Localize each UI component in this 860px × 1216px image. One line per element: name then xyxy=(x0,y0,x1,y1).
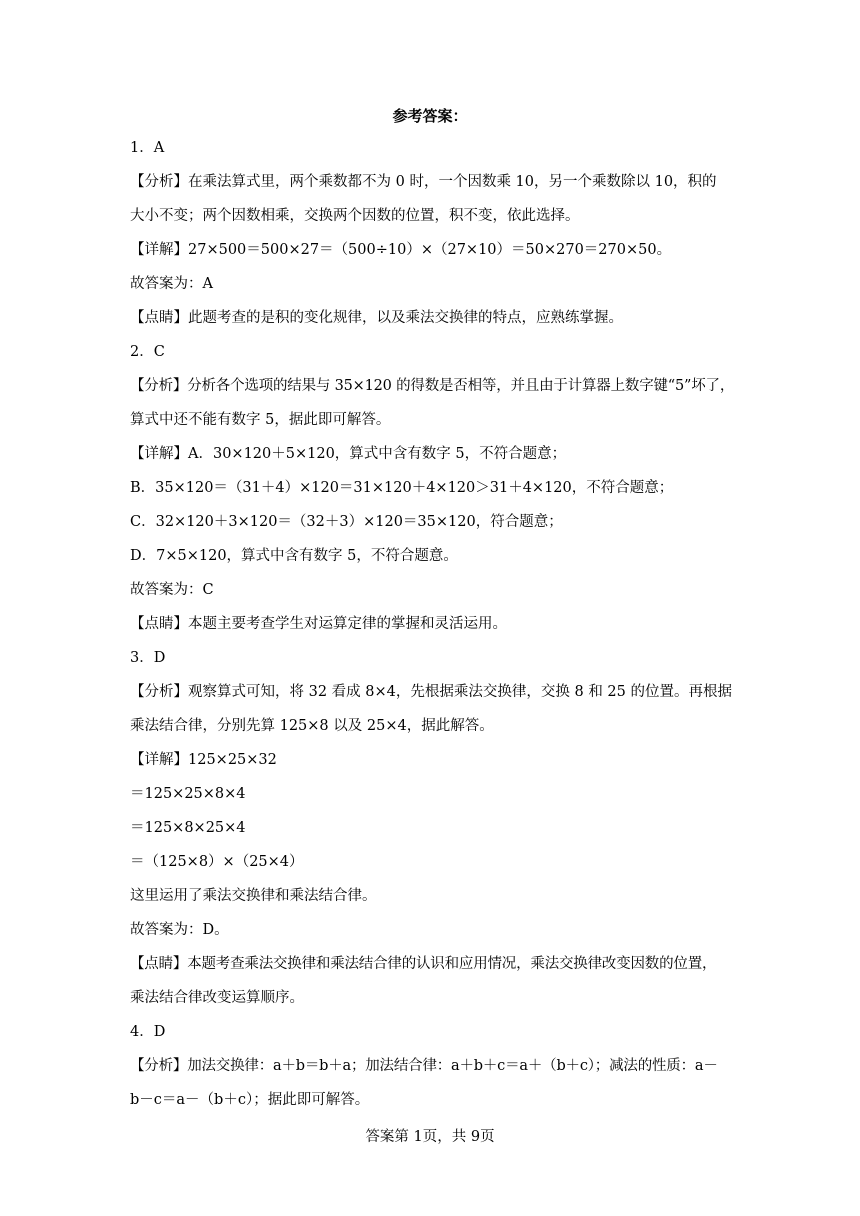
answer-line: 【分析】观察算式可知，将 32 看成 8×4，先根据乘法交换律，交换 8 和 25 的位置。再根据 xyxy=(130,684,732,700)
answer-line: 算式中还不能有数字 5，据此即可解答。 xyxy=(130,412,391,428)
answer-line: 乘法结合律改变运算顺序。 xyxy=(130,990,304,1006)
answer-line: 【点睛】本题考查乘法交换律和乘法结合律的认识和应用情况，乘法交换律改变因数的位置， xyxy=(130,956,717,972)
answer-line: 3．D xyxy=(130,650,166,666)
answer-content xyxy=(130,131,735,1117)
answer-line: D．7×5×120，算式中含有数字 5，不符合题意。 xyxy=(130,548,458,564)
answer-line: ＝125×8×25×4 xyxy=(130,820,246,836)
answer-line: 大小不变；两个因数相乘，交换两个因数的位置，积不变，依此选择。 xyxy=(130,208,580,224)
answer-line: 【点睛】此题考查的是积的变化规律，以及乘法交换律的特点，应熟练掌握。 xyxy=(130,310,623,326)
page-footer: 答案第 1页，共 9页 xyxy=(365,1129,495,1145)
answer-line: B．35×120＝（31＋4）×120＝31×120＋4×120＞31＋4×120，不符合题意； xyxy=(130,480,674,496)
answer-line: 乘法结合律，分别先算 125×8 以及 25×4，据此解答。 xyxy=(130,718,494,734)
answer-line: 【详解】125×25×32 xyxy=(130,752,277,768)
answer-line: 这里运用了乘法交换律和乘法结合律。 xyxy=(130,888,377,904)
answer-line: 1．A xyxy=(130,140,165,156)
answer-line: 故答案为：D。 xyxy=(130,922,229,938)
answer-line: 【详解】A．30×120＋5×120，算式中含有数字 5，不符合题意； xyxy=(130,446,567,462)
answer-line: 故答案为：A xyxy=(130,276,213,292)
answer-line: 故答案为：C xyxy=(130,582,214,598)
answer-line: 【分析】加法交换律：a＋b＝b＋a；加法结合律：a＋b＋c＝a＋（b＋c）；减法的性质：a－ xyxy=(130,1058,718,1074)
answer-line: ＝125×25×8×4 xyxy=(130,786,246,802)
answer-line: 【详解】27×500＝500×27＝（500÷10）×（27×10）＝50×270＝270×50。 xyxy=(130,242,672,258)
answer-line: 2．C xyxy=(130,344,165,360)
answer-line: 4．D xyxy=(130,1024,166,1040)
answer-line: 【分析】在乘法算式里，两个乘数都不为 0 时，一个因数乘 10，另一个乘数除以 10，积的 xyxy=(130,174,717,190)
answer-line: ＝（125×8）×（25×4） xyxy=(130,854,304,870)
answer-line: b－c＝a－（b＋c）；据此即可解答。 xyxy=(130,1092,370,1108)
answer-line: 【点睛】本题主要考查学生对运算定律的掌握和灵活运用。 xyxy=(130,616,507,632)
answer-line: C．32×120＋3×120＝（32＋3）×120＝35×120，符合题意； xyxy=(130,514,563,530)
answer-line: 【分析】分析各个选项的结果与 35×120 的得数是否相等，并且由于计算器上数字键“5”坏了， xyxy=(130,378,735,394)
page-title: 参考答案： xyxy=(392,107,468,125)
